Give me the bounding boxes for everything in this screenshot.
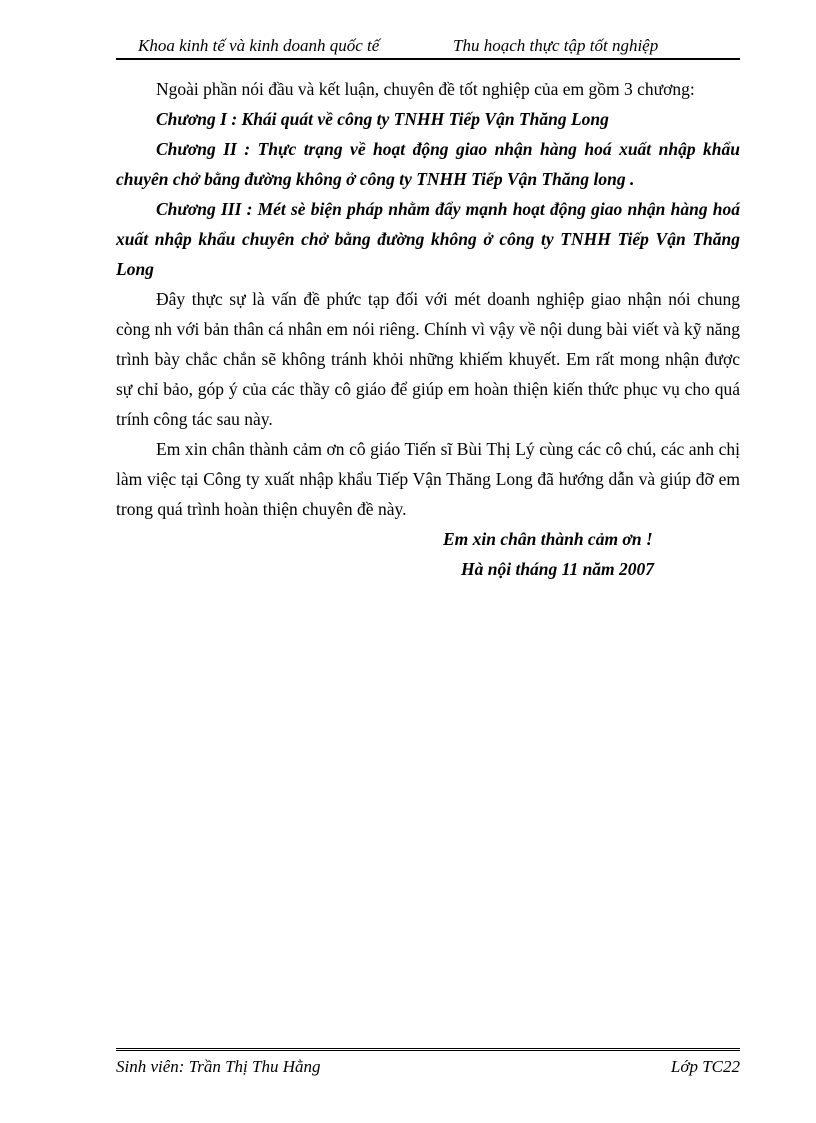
header-report-title: Thu hoạch thực tập tốt nghiệp: [453, 36, 659, 55]
footer-class: Lớp TC22: [670, 1057, 740, 1076]
chapter-1: Chương I : Khái quát về công ty TNHH Tiếp Vận Thăng Long: [156, 109, 609, 129]
document-body: [116, 74, 740, 584]
header-faculty: Khoa kinh tế và kinh doanh quốc tế: [138, 36, 380, 55]
chapter-2: Chương II : Thực trạng về hoạt động giao nhận hàng hoá xuất nhập khẩu chuyên chở bằng đường không ở công ty TNHH Tiếp Vận Thăng long .: [116, 139, 740, 189]
chapter-3: Chương III : Mét sè biện pháp nhằm đẩy mạnh hoạt động giao nhận hàng hoá xuất nhập khẩu chuyên chở bằng đường không ở công ty TNHH Tiếp Vận Thăng Long: [116, 199, 740, 279]
footer-student: Sinh viên: Trần Thị Thu Hằng: [116, 1057, 321, 1076]
page-header: [116, 36, 740, 60]
place-date-line: Hà nội tháng 11 năm 2007: [461, 559, 655, 579]
page-footer: [116, 1048, 740, 1076]
thanks-line: Em xin chân thành cảm ơn !: [443, 529, 653, 549]
paragraph-2: Em xin chân thành cảm ơn cô giáo Tiến sĩ Bùi Thị Lý cùng các cô chú, các anh chị làm việc tại Công ty xuất nhập khẩu Tiếp Vận Thăng Long đã hướng dẫn và giúp đỡ em trong quá trình hoàn thiện chuyên đề này.: [116, 439, 740, 519]
paragraph-1: Đây thực sự là vấn đề phức tạp đối với mét doanh nghiệp giao nhận nói chung còng nh với bản thân cá nhân em nói riêng. Chính vì vậy về nội dung bài viết và kỹ năng trình bày chắc chắn sẽ không tránh khỏi những khiếm khuyết. Em rất mong nhận được sự chỉ bảo, góp ý của các thầy cô giáo để giúp em hoàn thiện kiến thức phục vụ cho quá trính công tác sau này.: [116, 289, 740, 429]
intro-paragraph: Ngoài phần nói đầu và kết luận, chuyên đề tốt nghiệp của em gồm 3 chương:: [156, 79, 695, 99]
